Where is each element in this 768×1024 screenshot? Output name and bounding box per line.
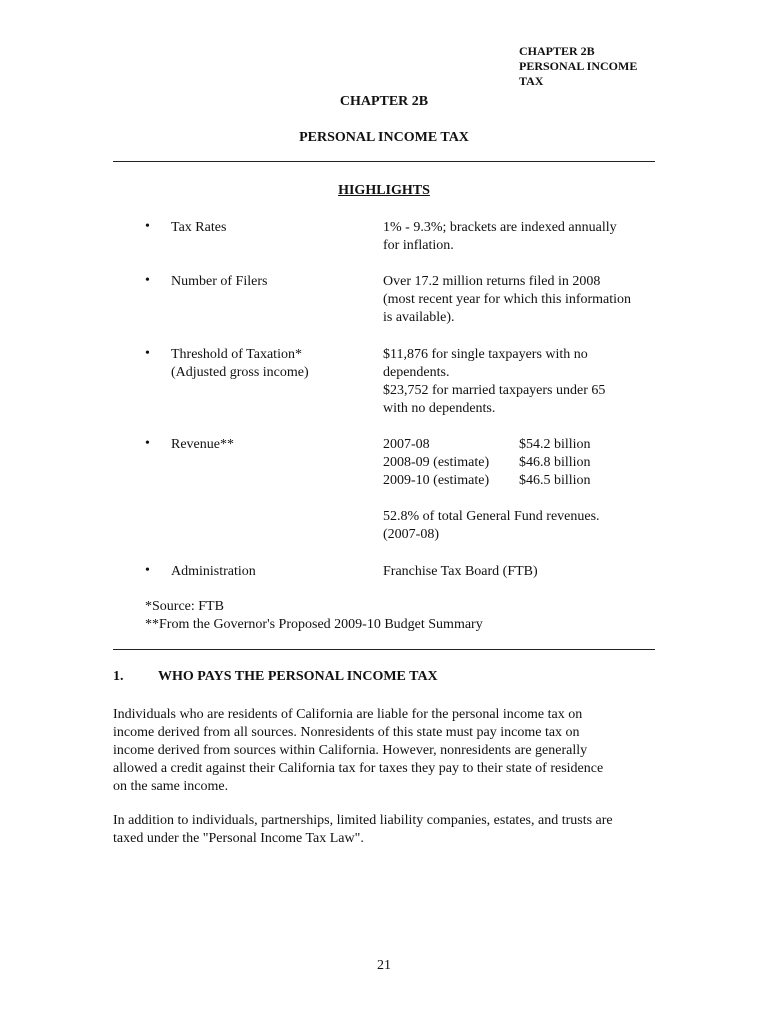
paragraph-line: In addition to individuals, partnerships, limited liability companies, estates, and trusts are — [113, 813, 613, 828]
paragraph-line: income derived from sources within California. However, nonresidents are generally — [113, 743, 588, 758]
item-value-line: $23,752 for married taxpayers under 65 — [383, 383, 606, 398]
paragraph — [113, 812, 658, 848]
bullet-icon: • — [145, 273, 150, 288]
item-value — [383, 346, 653, 418]
item-value-line: $11,876 for single taxpayers with no — [383, 347, 588, 362]
item-value-line: 1% - 9.3%; brackets are indexed annually — [383, 220, 617, 235]
section-number: 1. — [113, 669, 124, 684]
revenue-year: 2007-08 — [383, 437, 430, 452]
item-label — [171, 346, 371, 382]
running-header — [519, 44, 719, 89]
item-value — [383, 273, 653, 327]
item-label: Number of Filers — [171, 274, 268, 289]
item-value — [383, 219, 653, 255]
page-number: 21 — [377, 958, 391, 973]
paragraph-line: income derived from all sources. Nonresidents of this state must pay income tax on — [113, 725, 580, 740]
running-header-line: PERSONAL INCOME — [519, 59, 638, 73]
paragraph-line: Individuals who are residents of California are liable for the personal income tax on — [113, 707, 583, 722]
section-heading — [113, 669, 438, 685]
item-value: Franchise Tax Board (FTB) — [383, 564, 538, 579]
item-value-line: is available). — [383, 310, 455, 325]
revenue-year: 2009-10 (estimate) — [383, 473, 490, 488]
item-label-line: (Adjusted gross income) — [171, 365, 309, 380]
footnotes — [145, 598, 665, 634]
revenue-amount: $46.5 billion — [519, 473, 591, 488]
item-label: Administration — [171, 564, 256, 579]
chapter-heading: CHAPTER 2B — [339, 94, 429, 109]
paragraph-line: taxed under the "Personal Income Tax Law". — [113, 831, 364, 846]
bullet-icon: • — [145, 219, 150, 234]
bullet-icon: • — [145, 436, 150, 451]
item-label-line: Threshold of Taxation* — [171, 347, 302, 362]
highlights-heading — [0, 183, 768, 199]
paragraph-line: allowed a credit against their California tax for taxes they pay to their state of residence — [113, 761, 604, 776]
footnote: *Source: FTB — [145, 599, 224, 614]
item-label: Revenue** — [171, 437, 234, 452]
revenue-year: 2008-09 (estimate) — [383, 455, 490, 470]
paragraph-line: on the same income. — [113, 779, 229, 794]
revenue-share-line: 52.8% of total General Fund revenues. — [383, 509, 600, 524]
running-header-line: CHAPTER 2B — [519, 44, 595, 58]
item-label: Tax Rates — [171, 220, 227, 235]
page-title: PERSONAL INCOME TAX — [299, 130, 469, 145]
revenue-amount: $54.2 billion — [519, 437, 591, 452]
divider-top — [113, 161, 655, 162]
item-value-line: with no dependents. — [383, 401, 496, 416]
divider-bottom — [113, 649, 655, 650]
paragraph — [113, 706, 658, 796]
item-value-line: Over 17.2 million returns filed in 2008 — [383, 274, 601, 289]
bullet-icon: • — [145, 563, 150, 578]
item-value-line: (most recent year for which this information — [383, 292, 632, 307]
highlights-heading-text: HIGHLIGHTS — [338, 183, 430, 198]
section-title: WHO PAYS THE PERSONAL INCOME TAX — [158, 669, 438, 684]
bullet-icon: • — [145, 346, 150, 361]
revenue-share-line: (2007-08) — [383, 527, 439, 542]
footnote: **From the Governor's Proposed 2009-10 Budget Summary — [145, 617, 483, 632]
item-value-line: dependents. — [383, 365, 450, 380]
running-header-line: TAX — [519, 74, 544, 88]
item-value-line: for inflation. — [383, 238, 454, 253]
revenue-amount: $46.8 billion — [519, 455, 591, 470]
revenue-share — [383, 508, 653, 544]
